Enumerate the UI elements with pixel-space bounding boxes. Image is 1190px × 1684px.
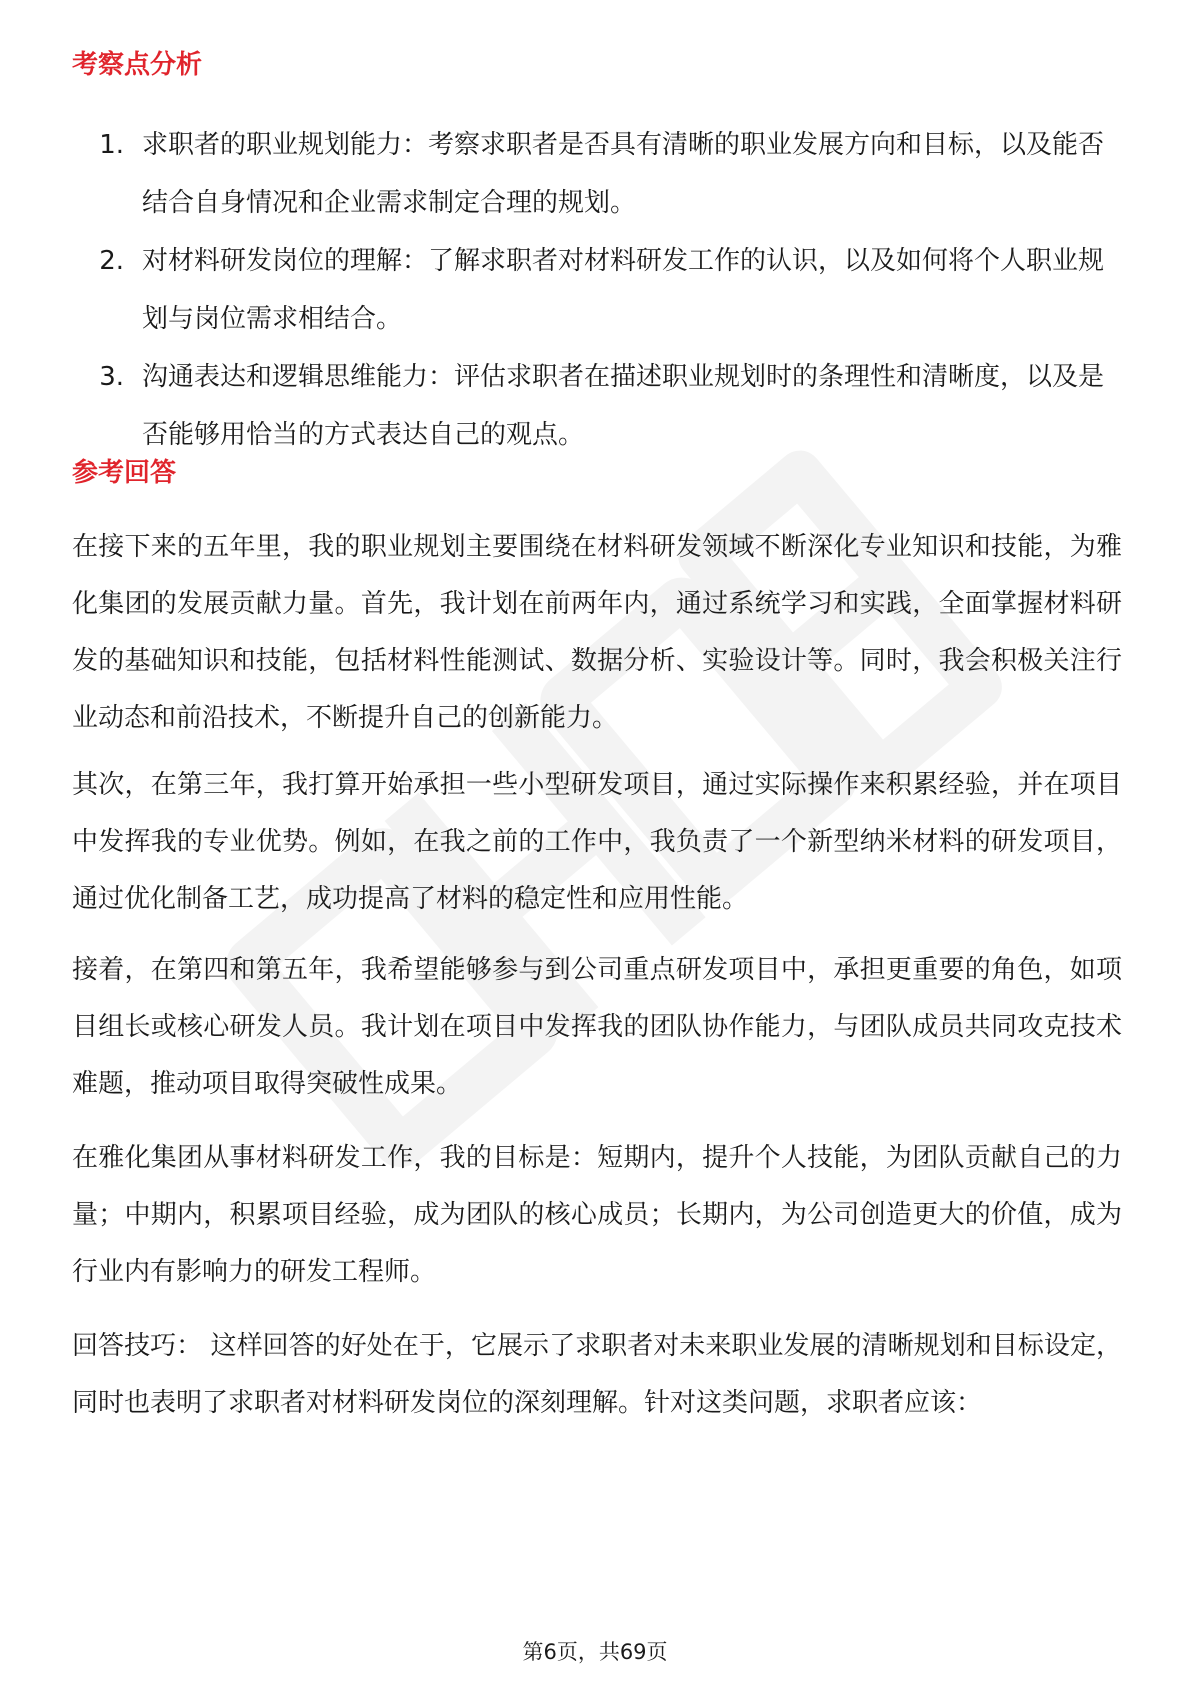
analysis-list [72,116,1122,464]
answer-paragraph-3: 接着，在第四和第五年，我希望能够参与到公司重点研发项目中，承担更重要的角色，如项目组长或核心研发人员。我计划在项目中发挥我的团队协作能力，与团队成员共同攻克技术难题，推动项目取得突破性成果。 [72,955,1122,1099]
list-item-text: 求职者的职业规划能力：考察求职者是否具有清晰的职业发展方向和目标，以及能否结合自身情况和企业需求制定合理的规划。 [142,130,1105,218]
answer-paragraph-2: 其次，在第三年，我打算开始承担一些小型研发项目，通过实际操作来积累经验，并在项目中发挥我的专业优势。例如，在我之前的工作中，我负责了一个新型纳米材料的研发项目，通过优化制备工艺，成功提高了材料的稳定性和应用性能。 [72,770,1122,914]
answer-paragraph-1: 在接下来的五年里，我的职业规划主要围绕在材料研发领域不断深化专业知识和技能，为雅化集团的发展贡献力量。首先，我计划在前两年内，通过系统学习和实践，全面掌握材料研发的基础知识和技能，包括材料性能测试、数据分析、实验设计等。同时，我会积极关注行业动态和前沿技术，不断提升自己的创新能力。 [72,532,1122,733]
list-item-text: 沟通表达和逻辑思维能力：评估求职者在描述职业规划时的条理性和清晰度，以及是否能够用恰当的方式表达自己的观点。 [142,362,1105,450]
page-number: 第6页，共69页 [522,1640,668,1664]
list-item [72,232,1122,348]
answer-tips-paragraph: 回答技巧： 这样回答的好处在于，它展示了求职者对未来职业发展的清晰规划和目标设定，同时也表明了求职者对材料研发岗位的深刻理解。针对这类问题，求职者应该： [72,1331,1122,1418]
list-item-text: 对材料研发岗位的理解：了解求职者对材料研发工作的认识，以及如何将个人职业规划与岗位需求相结合。 [142,246,1105,334]
list-item-number: 1. [99,130,124,160]
section-title-reference-answer: 参考回答 [72,458,177,488]
answer-paragraph-4: 在雅化集团从事材料研发工作，我的目标是：短期内，提升个人技能，为团队贡献自己的力量；中期内，积累项目经验，成为团队的核心成员；长期内，为公司创造更大的价值，成为行业内有影响力的研发工程师。 [72,1143,1122,1287]
list-item-number: 2. [99,246,124,276]
list-item-number: 3. [99,362,124,392]
list-item [72,348,1122,464]
list-item [72,116,1122,232]
section-title-analysis: 考察点分析 [72,50,203,80]
